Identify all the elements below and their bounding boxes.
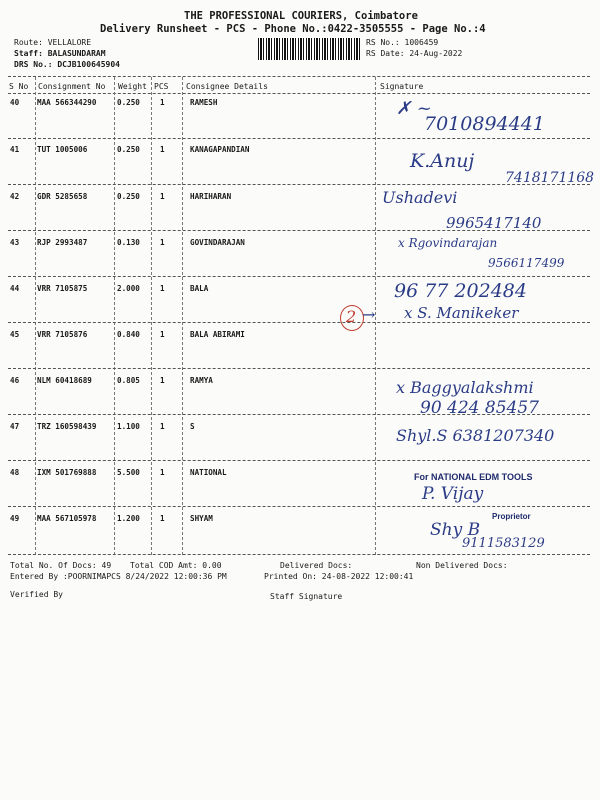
col-divider — [182, 77, 183, 555]
route-label: Route: VELLALORE — [14, 38, 92, 47]
row-divider — [8, 322, 590, 323]
row-weight: 5.500 — [117, 468, 140, 477]
row-weight: 0.250 — [117, 98, 140, 107]
row-consignee: RAMYA — [190, 376, 213, 385]
row-pcs: 1 — [160, 468, 165, 477]
row-weight: 0.250 — [117, 192, 140, 201]
arrow-icon: → — [362, 305, 376, 324]
row-pcs: 1 — [160, 330, 165, 339]
company-title: THE PROFESSIONAL COURIERS, Coimbatore — [184, 10, 418, 22]
row-sno: 44 — [10, 284, 20, 293]
row-consignee: GOVINDARAJAN — [190, 238, 245, 247]
header-bottom-rule — [8, 93, 590, 94]
handwritten-phone-41: 7418171168 — [505, 170, 595, 186]
rs-date: RS Date: 24-Aug-2022 — [366, 49, 463, 58]
row-pcs: 1 — [160, 284, 165, 293]
runsheet-subtitle: Delivery Runsheet - PCS - Phone No.:0422-3505555 - Page No.:4 — [100, 23, 486, 35]
barcode — [258, 38, 360, 60]
col-signature: Signature — [380, 82, 424, 91]
handwritten-name-46: x Baggyalakshmi — [396, 378, 534, 397]
row-consignee: NATIONAL — [190, 468, 227, 477]
entered-by: Entered By :POORNIMAPCS 8/24/2022 12:00:36 PM — [10, 572, 227, 581]
staff-signature-label: Staff Signature — [270, 592, 343, 601]
row-consignee: BALA — [190, 284, 209, 293]
row-consignment: TRZ 160598439 — [37, 422, 97, 431]
row-divider — [8, 460, 590, 461]
row-divider — [8, 368, 590, 369]
verified-by: Verified By — [10, 590, 63, 599]
row-pcs: 1 — [160, 98, 165, 107]
non-delivered-docs: Non Delivered Docs: — [416, 561, 508, 570]
row-sno: 45 — [10, 330, 20, 339]
row-divider — [8, 184, 590, 185]
col-pcs: PCS — [154, 82, 169, 91]
row-consignee: RAMESH — [190, 98, 218, 107]
row-sno: 41 — [10, 145, 20, 154]
handwritten-phone-43: 9566117499 — [488, 256, 565, 270]
row-consignment: NLM 60418689 — [37, 376, 92, 385]
company-stamp: For NATIONAL EDM TOOLS — [414, 472, 533, 482]
row-pcs: 1 — [160, 514, 165, 523]
row-consignee: HARIHARAN — [190, 192, 232, 201]
total-docs: Total No. Of Docs: 49 — [10, 561, 112, 570]
row-divider — [8, 230, 590, 231]
col-consignment: Consignment No — [38, 82, 106, 91]
signature-scribble-40: ✗ ~ — [396, 98, 432, 119]
row-pcs: 1 — [160, 422, 165, 431]
handwritten-note-47: Shyl.S 6381207340 — [396, 426, 555, 445]
handwritten-name-41: K.Anuj — [410, 150, 475, 172]
handwritten-phone-40: 7010894441 — [424, 113, 545, 135]
row-divider — [8, 414, 590, 415]
row-divider — [8, 276, 590, 277]
row-sno: 48 — [10, 468, 20, 477]
row-consignment: MAA 566344290 — [37, 98, 97, 107]
row-consignment: TUT 1005006 — [37, 145, 88, 154]
row-weight: 0.840 — [117, 330, 140, 339]
col-divider — [35, 77, 36, 555]
row-sno: 42 — [10, 192, 20, 201]
row-consignment: IXM 501769888 — [37, 468, 97, 477]
row-consignee: SHYAM — [190, 514, 213, 523]
row-consignee: KANAGAPANDIAN — [190, 145, 250, 154]
total-cod: Total COD Amt: 0.00 — [130, 561, 222, 570]
handwritten-name-43: x Rgovindarajan — [398, 236, 498, 250]
row-consignment: VRR 7105876 — [37, 330, 88, 339]
row-pcs: 1 — [160, 238, 165, 247]
staff-label: Staff: BALASUNDARAM — [14, 49, 106, 58]
handwritten-name-42: Ushadevi — [382, 188, 458, 207]
row-divider — [8, 138, 590, 139]
header-top-rule — [8, 76, 590, 77]
handwritten-phone-49: 9111583129 — [462, 536, 545, 551]
handwritten-name-45: x S. Manikeker — [404, 304, 519, 322]
col-weight: Weight — [118, 82, 147, 91]
drs-number: DRS No.: DCJB100645904 — [14, 60, 120, 69]
row-consignment: GDR 5285658 — [37, 192, 88, 201]
rs-number: RS No.: 1006459 — [366, 38, 439, 47]
row-weight: 1.100 — [117, 422, 140, 431]
row-sno: 40 — [10, 98, 20, 107]
row-pcs: 1 — [160, 192, 165, 201]
table-bottom-rule — [8, 554, 590, 555]
col-divider — [151, 77, 152, 555]
row-count-number: 2 — [346, 307, 357, 326]
row-weight: 1.200 — [117, 514, 140, 523]
row-weight: 0.250 — [117, 145, 140, 154]
handwritten-sign-48: P. Vijay — [422, 484, 484, 504]
col-consignee: Consignee Details — [186, 82, 268, 91]
row-weight: 2.000 — [117, 284, 140, 293]
handwritten-phone-42: 9965417140 — [446, 214, 542, 232]
delivered-docs: Delivered Docs: — [280, 561, 353, 570]
row-weight: 0.130 — [117, 238, 140, 247]
row-weight: 0.805 — [117, 376, 140, 385]
row-sno: 49 — [10, 514, 20, 523]
proprietor-stamp: Proprietor — [492, 512, 531, 521]
printed-on: Printed On: 24-08-2022 12:00:41 — [264, 572, 414, 581]
row-sno: 46 — [10, 376, 20, 385]
row-consignee: S — [190, 422, 195, 431]
row-consignment: VRR 7105875 — [37, 284, 88, 293]
row-divider — [8, 506, 590, 507]
row-pcs: 1 — [160, 145, 165, 154]
handwritten-phone-46: 90 424 85457 — [420, 398, 539, 418]
col-sno: S No — [9, 82, 29, 91]
row-sno: 47 — [10, 422, 20, 431]
handwritten-sign-49: Shy B — [430, 520, 481, 540]
row-consignment: MAA 567105978 — [37, 514, 97, 523]
row-sno: 43 — [10, 238, 20, 247]
row-consignee: BALA ABIRAMI — [190, 330, 245, 339]
row-consignment: RJP 2993487 — [37, 238, 88, 247]
handwritten-phone-44: 96 77 202484 — [394, 280, 527, 302]
col-divider — [114, 77, 115, 555]
row-pcs: 1 — [160, 376, 165, 385]
